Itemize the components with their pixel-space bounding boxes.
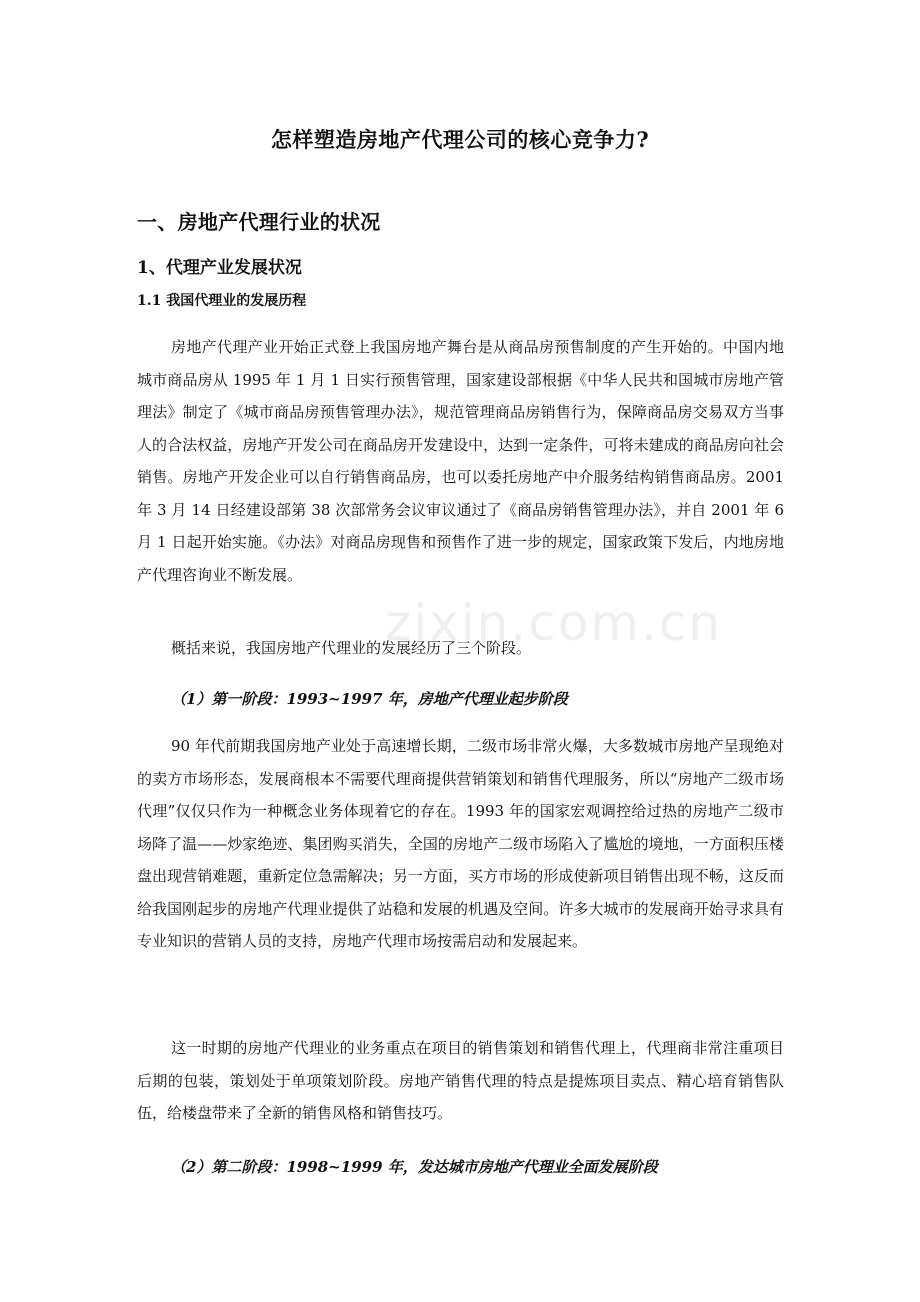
paragraph-stage-1-focus: 这一时期的房地产代理业的业务重点在项目的销售策划和销售代理上，代理商非常注重项目后期的包装，策划处于单项策划阶段。房地产销售代理的特点是提炼项目卖点、精心培育销售队伍，给楼盘带来了全新的销售风格和销售技巧。 — [137, 1039, 784, 1122]
stage-heading-2: （2）第二阶段：1998~1999 年，发达城市房地产代理业全面发展阶段 — [171, 1158, 658, 1176]
watermark: zixin.com.cn — [385, 594, 723, 652]
document-title: 怎样塑造房地产代理公司的核心竞争力? — [270, 127, 650, 152]
subsubsection-heading: 1.1 我国代理业的发展历程 — [137, 293, 307, 309]
paragraph-history: 房地产代理产业开始正式登上我国房地产舞台是从商品房预售制度的产生开始的。中国内地城市商品房从 1995 年 1 月 1 日实行预售管理，国家建设部根据《中华人民共和国城市房地产管理法》制定了《城市商品房预售管理办法》，规范管理商品房销售行为，保障商品房交易双方当事人的合法权益，房地产开发公司在商品房开发建设中，达到一定条件，可将未建成的商品房向社会销售。房地产开发企业可以自行销售商品房，也可以委托房地产中介服务结构销售商品房。2001 年 3 月 14 日经建设部第 38 次部常务会议审议通过了《商品房销售管理办法》，并自 2001 年 6 月 1 日起开始实施。《办法》对商品房现售和预售作了进一步的规定，国家政策下发后，内地房地产代理咨询业不断发展。 — [137, 338, 784, 584]
paragraph-stage-1: 90 年代前期我国房地产业处于高速增长期，二级市场非常火爆，大多数城市房地产呈现绝对的卖方市场形态，发展商根本不需要代理商提供营销策划和销售代理服务，所以“房地产二级市场代理”仅仅只作为一种概念业务体现着它的存在。1993 年的国家宏观调控给过热的房地产二级市场降了温——炒家绝迹、集团购买消失，全国的房地产二级市场陷入了尴尬的境地，一方面积压楼盘出现营销难题，重新定位急需解决；另一方面，买方市场的形成使新项目销售出现不畅，这反而给我国刚起步的房地产代理业提供了站稳和发展的机遇及空间。许多大城市的发展商开始寻求具有专业知识的营销人员的支持，房地产代理市场按需启动和发展起来。 — [137, 737, 784, 950]
subsection-heading: 1、代理产业发展状况 — [137, 258, 302, 278]
section-heading: 一、房地产代理行业的状况 — [137, 210, 381, 234]
paragraph-summary: 概括来说，我国房地产代理业的发展经历了三个阶段。 — [171, 639, 532, 657]
stage-heading-1: （1）第一阶段：1993~1997 年，房地产代理业起步阶段 — [171, 690, 568, 708]
